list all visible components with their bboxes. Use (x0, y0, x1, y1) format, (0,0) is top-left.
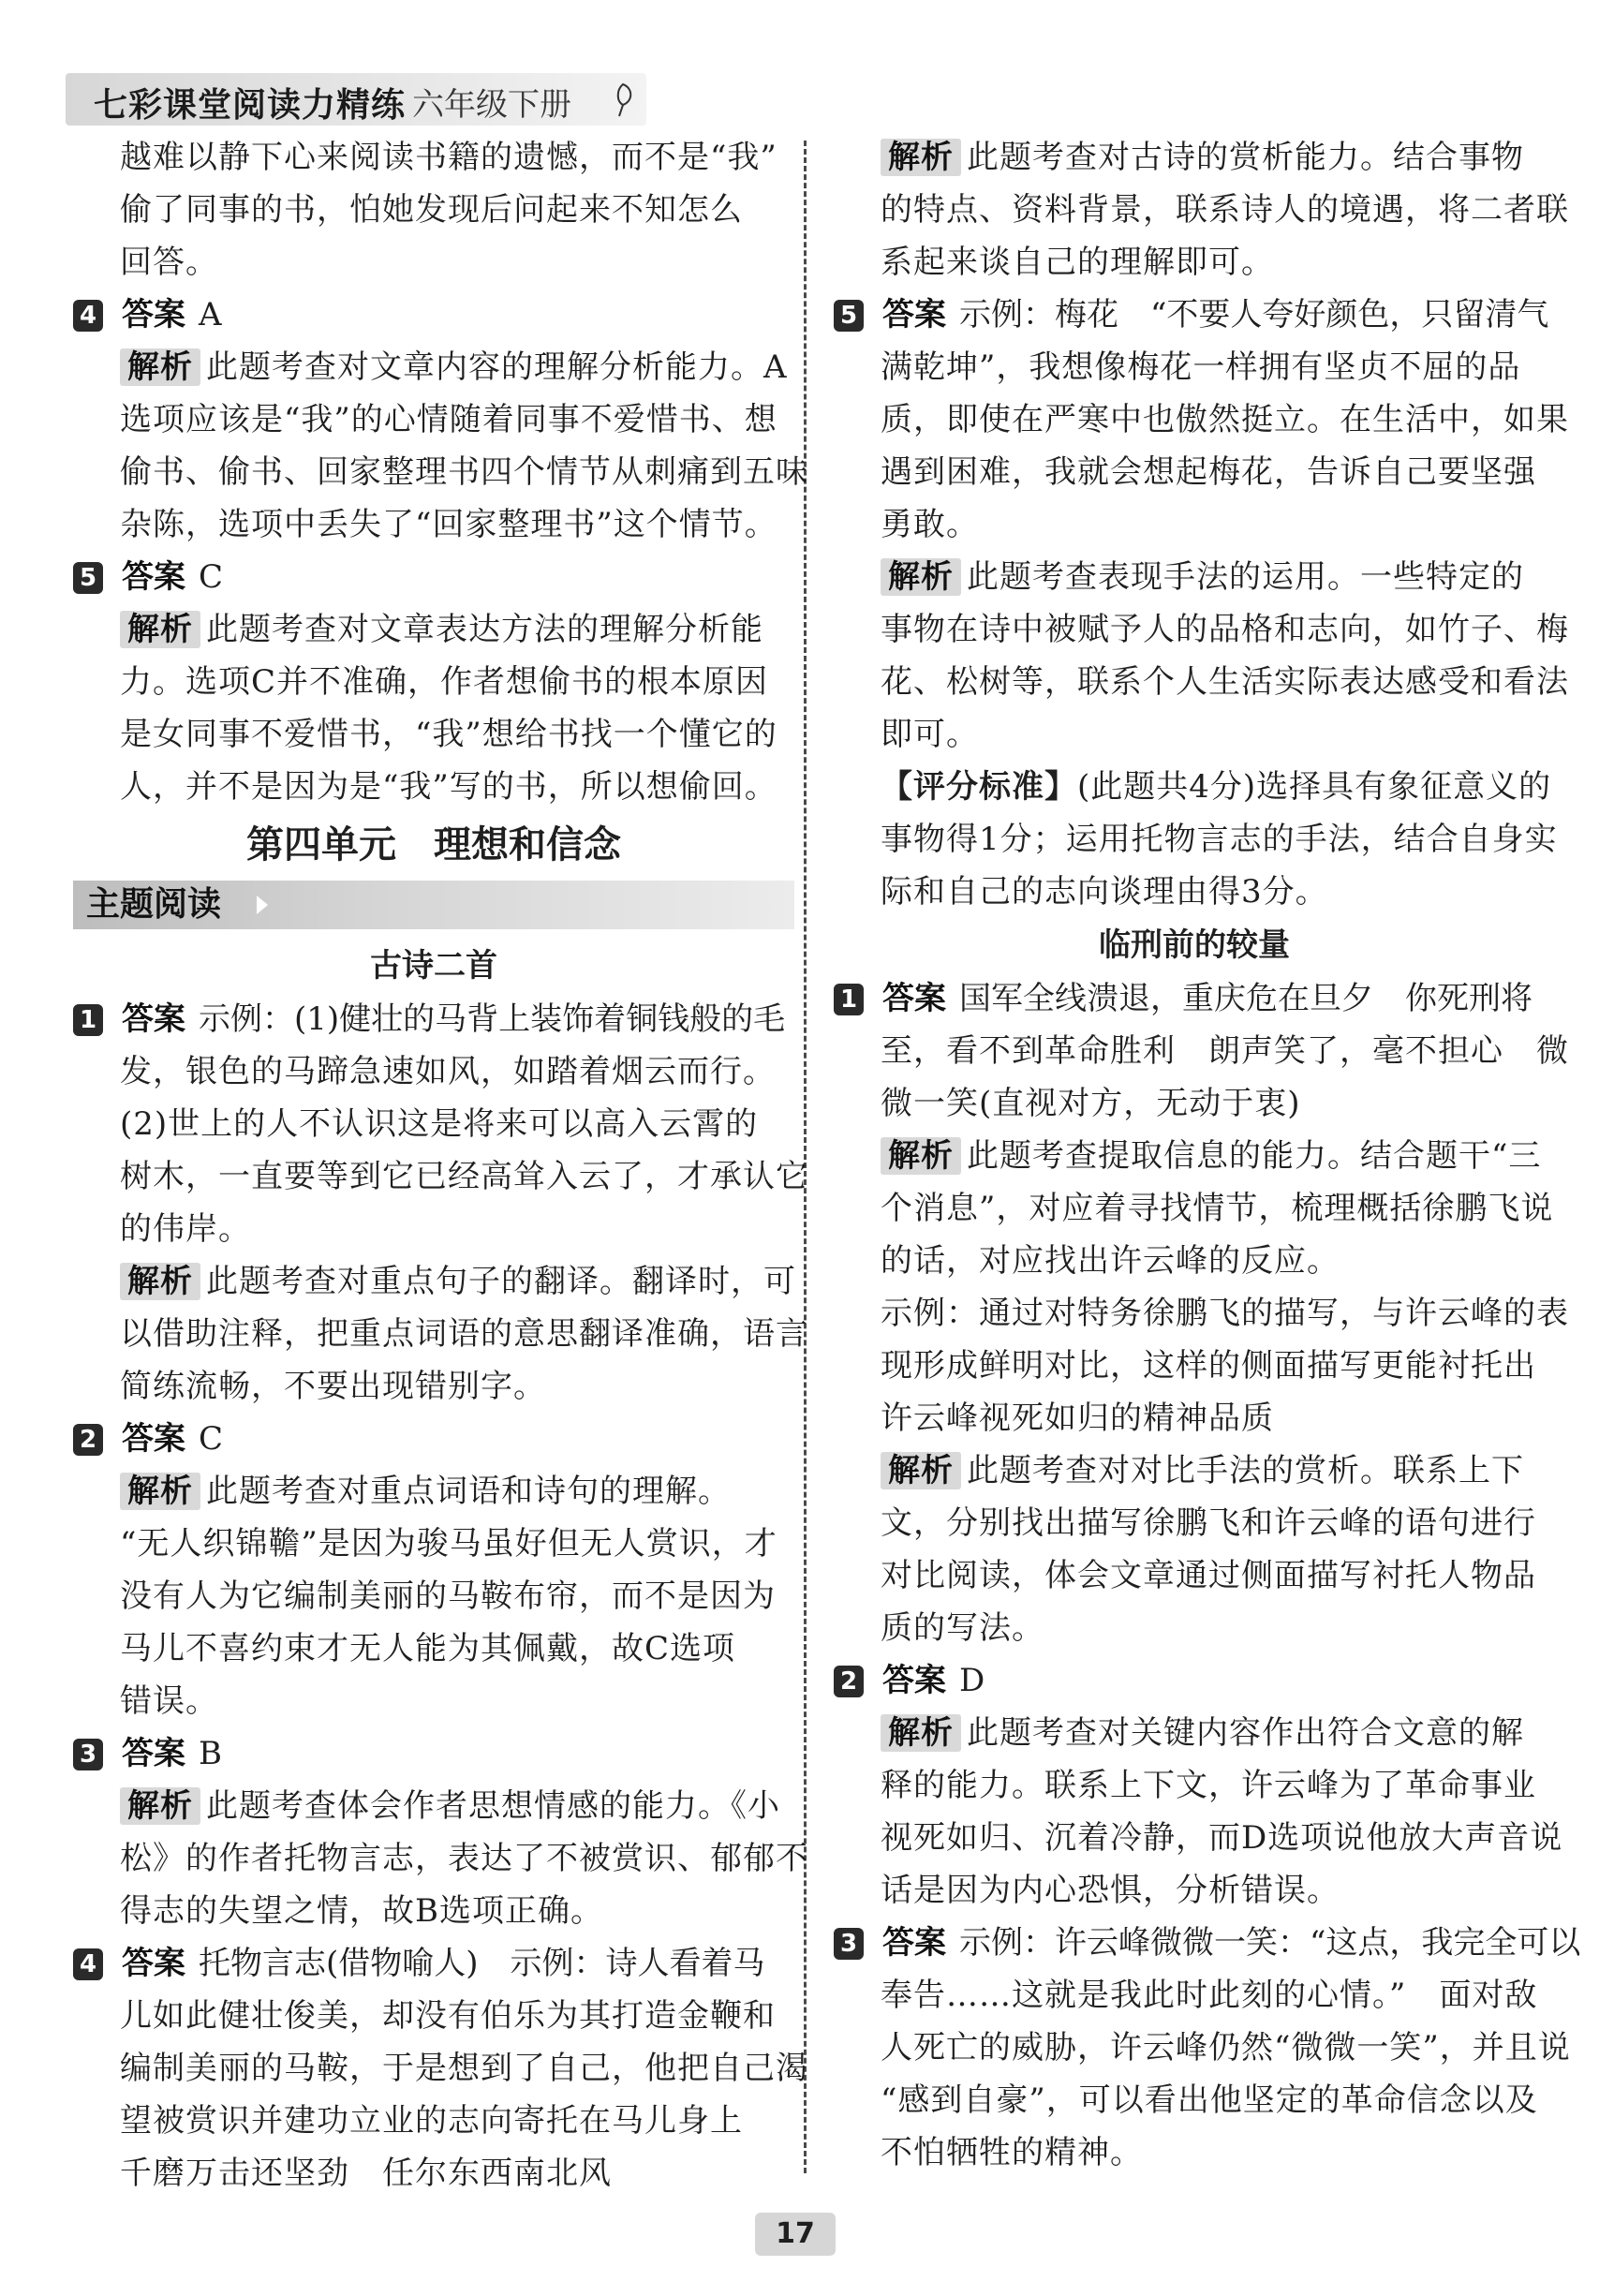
text-line: 回答。 (120, 244, 218, 281)
text-line: 偷了同事的书，怕她发现后问起来不知怎么 (120, 191, 743, 229)
question-number: 1 (834, 984, 864, 1015)
text-line: 错误。 (120, 1682, 218, 1720)
right-column (834, 131, 1581, 2179)
text-line: 没有人为它编制美丽的马鞍布帘，而不是因为 (120, 1578, 776, 1615)
answer-tag: 答案 (882, 1662, 946, 1699)
theme-bar (73, 881, 794, 929)
answer-row: 5 答案 示例：梅花 “不要人夸好颜色，只留清气 (834, 289, 1555, 341)
text-line: 现形成鲜明对比，这样的侧面描写更能衬托出 (881, 1347, 1536, 1385)
analysis-line: 解析 此题考查对文章内容的理解分析能力。A (73, 341, 794, 393)
text-line: 力。选项C并不准确，作者想偷书的根本原因 (120, 663, 769, 701)
question-number: 1 (73, 1004, 103, 1036)
analysis-line: 解析 此题考查对关键内容作出符合文意的解 (834, 1707, 1555, 1759)
analysis-line: 解析 此题考查对古诗的赏析能力。结合事物 (834, 131, 1555, 184)
text-line: 即可。 (881, 716, 979, 753)
answer-row (834, 1654, 1555, 1707)
text-line: 编制美丽的马鞍，于是想到了自己，他把自己渴 (120, 2050, 808, 2087)
text-line: 质，即使在严寒中也傲然挺立。在生活中，如果 (881, 401, 1569, 438)
analysis-line: 解析 此题考查提取信息的能力。结合题干“三 (834, 1130, 1555, 1182)
analysis-tag: 解析 (120, 1473, 200, 1510)
text-line: 勇敢。 (881, 506, 979, 543)
analysis-tag: 解析 (120, 1787, 200, 1825)
analysis-line: 解析 此题考查表现手法的运用。一些特定的 (834, 551, 1555, 603)
text-line: 事物在诗中被赋予人的品格和志向，如竹子、梅 (881, 611, 1569, 648)
text-line: 得志的失望之情，故B选项正确。 (120, 1892, 603, 1930)
text-line: 对比阅读，体会文章通过侧面描写衬托人物品 (881, 1557, 1536, 1594)
question-number: 4 (73, 1948, 103, 1980)
question-number: 2 (73, 1424, 103, 1456)
analysis-line: 解析 此题考查对对比手法的赏析。联系上下 (834, 1444, 1555, 1497)
analysis-tag: 解析 (881, 139, 961, 176)
answer-tag: 答案 (882, 1924, 946, 1962)
text-line: 事物得1分；运用托物言志的手法，结合自身实 (881, 821, 1558, 858)
answer-value: C (199, 558, 224, 596)
analysis-line: 解析 此题考查对重点词语和诗句的理解。 (73, 1465, 794, 1518)
book-title: 七彩课堂阅读力精练 (94, 86, 407, 125)
section-title: 临刑前的较量 (1099, 926, 1290, 964)
analysis-line: 解析 此题考查对文章表达方法的理解分析能 (73, 603, 794, 656)
text-line: 质的写法。 (881, 1609, 1044, 1647)
answer-tag: 答案 (122, 1945, 185, 1982)
text-line: 奉告……这就是我此时此刻的心情。” 面对敌 (881, 1977, 1538, 2014)
answer-row (73, 551, 794, 603)
text-line: 文，分别找出描写徐鹏飞和许云峰的语句进行 (881, 1504, 1536, 1542)
analysis-tag: 解析 (881, 558, 961, 596)
text-line: 话是因为内心恐惧，分析错误。 (881, 1872, 1340, 1909)
analysis-tag: 解析 (120, 348, 200, 386)
answer-value: C (199, 1420, 224, 1458)
page-number: 17 (755, 2213, 836, 2256)
text-line: 微一笑(直视对方，无动于衷) (881, 1085, 1301, 1122)
answer-tag: 答案 (122, 1420, 185, 1458)
text-line: 的话，对应找出许云峰的反应。 (881, 1242, 1340, 1280)
text-line: 人，并不是因为是“我”写的书，所以想偷回。 (120, 768, 777, 806)
score-label: 【评分标准】 (881, 768, 1077, 806)
answer-row: 1 答案 国军全线溃退，重庆危在旦夕 你死刑将 (834, 972, 1555, 1025)
question-number: 5 (834, 300, 864, 332)
text-line: 杂陈，选项中丢失了“回家整理书”这个情节。 (120, 506, 777, 543)
question-number: 5 (73, 562, 103, 594)
arrow-icon (257, 896, 268, 914)
answer-row: 4 答案 托物言志(借物喻人) 示例：诗人看着马 (73, 1937, 794, 1990)
text-line: 系起来谈自己的理解即可。 (881, 244, 1274, 281)
question-number: 3 (73, 1739, 103, 1770)
analysis-line: 解析 此题考查对重点句子的翻译。翻译时，可 (73, 1255, 794, 1308)
answer-row (73, 289, 794, 341)
answer-row: 1 答案 示例：(1)健壮的马背上装饰着铜钱般的毛 (73, 993, 794, 1045)
grade-label: 六年级下册 (412, 86, 571, 124)
text-line: 儿如此健壮俊美，却没有伯乐为其打造金鞭和 (120, 1997, 776, 2035)
answer-row (73, 1413, 794, 1465)
question-number: 4 (73, 300, 103, 332)
answer-tag: 答案 (122, 1735, 185, 1772)
answer-tag: 答案 (882, 980, 946, 1017)
answer-tag: 答案 (122, 558, 185, 596)
text-line: 的特点、资料背景，联系诗人的境遇，将二者联 (881, 191, 1569, 229)
text-line: (2)世上的人不认识这是将来可以高入云霄的 (120, 1105, 759, 1143)
text-line: 偷书、偷书、回家整理书四个情节从刺痛到五味 (120, 453, 808, 491)
answer-value: B (199, 1735, 222, 1772)
text-line: 不怕牺牲的精神。 (881, 2134, 1143, 2171)
text-line: 个消息”，对应着寻找情节，梳理概括徐鹏飞说 (881, 1190, 1554, 1227)
analysis-tag: 解析 (881, 1137, 961, 1175)
analysis-line: 解析 此题考查体会作者思想情感的能力。《小 (73, 1780, 794, 1832)
text-line: 许云峰视死如归的精神品质 (881, 1400, 1274, 1437)
analysis-tag: 解析 (120, 1263, 200, 1300)
text-line: 释的能力。联系上下文，许云峰为了革命事业 (881, 1767, 1536, 1804)
question-number: 2 (834, 1666, 864, 1697)
section-title: 古诗二首 (370, 947, 497, 985)
theme-label: 主题阅读 (86, 885, 222, 924)
answer-tag: 答案 (122, 1000, 185, 1038)
text-line: 遇到困难，我就会想起梅花，告诉自己要坚强 (881, 453, 1536, 491)
answer-tag: 答案 (882, 296, 946, 333)
text-line: 是女同事不爱惜书，“我”想给书找一个懂它的 (120, 716, 777, 753)
unit-title: 第四单元 理想和信念 (246, 823, 621, 867)
text-line: 际和自己的志向谈理由得3分。 (881, 873, 1328, 911)
answer-row: 3 答案 示例：许云峰微微一笑：“这点，我完全可以 (834, 1917, 1555, 1969)
answer-tag: 答案 (122, 296, 185, 333)
text-line: “感到自豪”，可以看出他坚定的革命信念以及 (881, 2081, 1538, 2119)
text-line: 至，看不到革命胜利 朗声笑了，毫不担心 微 (881, 1032, 1569, 1070)
text-line: 发，银色的马蹄急速如风，如踏着烟云而行。 (120, 1053, 776, 1090)
analysis-tag: 解析 (881, 1452, 961, 1489)
answer-row (73, 1727, 794, 1780)
text-line: 越难以静下心来阅读书籍的遗憾，而不是“我” (120, 139, 777, 176)
text-line: 人死亡的威胁，许云峰仍然“微微一笑”，并且说 (881, 2029, 1571, 2066)
text-line: 视死如归、沉着冷静，而D选项说他放大声音说 (881, 1819, 1563, 1857)
left-column (73, 131, 808, 2200)
text-line: 简练流畅，不要出现错别字。 (120, 1368, 546, 1405)
text-line: 树木，一直要等到它已经高耸入云了，才承认它 (120, 1158, 808, 1195)
answer-value: D (959, 1662, 985, 1699)
text-line: 松》的作者托物言志，表达了不被赏识、郁郁不 (120, 1840, 808, 1877)
text-line: 的伟岸。 (120, 1210, 251, 1248)
text-line: 马儿不喜约束才无人能为其佩戴，故C选项 (120, 1630, 736, 1667)
answer-value: A (199, 296, 222, 333)
text-line: 满乾坤”，我想像梅花一样拥有坚贞不屈的品 (881, 348, 1521, 386)
text-line: “无人织锦韂”是因为骏马虽好但无人赏识，才 (120, 1525, 777, 1563)
text-line: 以借助注释，把重点词语的意思翻译准确，语言 (120, 1315, 808, 1353)
analysis-tag: 解析 (120, 611, 200, 648)
text-line: 千磨万击还坚劲 任尔东西南北风 (120, 2155, 612, 2192)
leaf-icon (609, 81, 637, 118)
text-line: 选项应该是“我”的心情随着同事不爱惜书、想 (120, 401, 777, 438)
text-line: 望被赏识并建功立业的志向寄托在马儿身上 (120, 2102, 743, 2140)
text-line: 花、松树等，联系个人生活实际表达感受和看法 (881, 663, 1569, 701)
text-line: 示例：通过对特务徐鹏飞的描写，与许云峰的表 (881, 1295, 1569, 1332)
question-number: 3 (834, 1928, 864, 1960)
score-line: 【评分标准】(此题共4分)选择具有象征意义的 (881, 768, 1552, 806)
analysis-tag: 解析 (881, 1714, 961, 1752)
